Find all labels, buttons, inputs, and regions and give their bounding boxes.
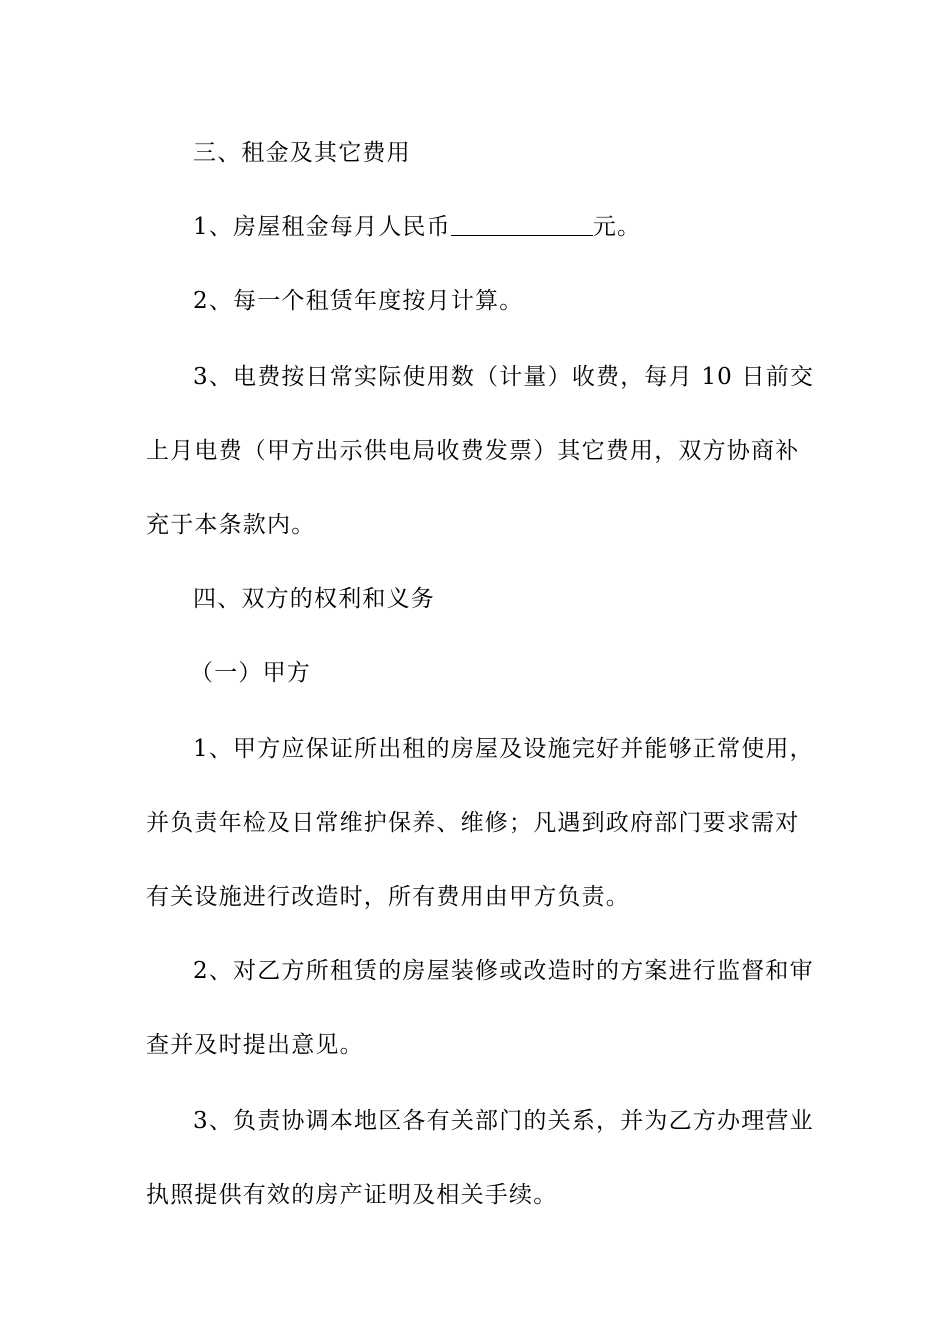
party-a-duty-2-line-1: 2、对乙方所租赁的房屋装修或改造时的方案进行监督和审 bbox=[193, 958, 814, 984]
section-3-heading: 三、租金及其它费用 bbox=[193, 140, 411, 166]
party-a-duty-1-line-1: 1、甲方应保证所出租的房屋及设施完好并能够正常使用， bbox=[193, 736, 814, 762]
rent-amount-blank bbox=[451, 213, 593, 236]
electricity-clause-line-2: 上月电费（甲方出示供电局收费发票）其它费用，双方协商补 bbox=[146, 438, 800, 464]
rent-clause bbox=[193, 212, 853, 242]
lease-year-clause: 2、每一个租赁年度按月计算。 bbox=[193, 288, 524, 314]
party-a-duty-3-line-2: 执照提供有效的房产证明及相关手续。 bbox=[146, 1182, 558, 1208]
section-4-heading: 四、双方的权利和义务 bbox=[193, 586, 435, 612]
party-a-heading: （一）甲方 bbox=[190, 660, 311, 686]
party-a-duty-1-line-3: 有关设施进行改造时，所有费用由甲方负责。 bbox=[146, 884, 630, 910]
electricity-clause-line-1: 3、电费按日常实际使用数（计量）收费，每月 10 日前交 bbox=[193, 364, 815, 390]
rent-clause-suffix: 元。 bbox=[592, 214, 642, 240]
party-a-duty-1-line-2: 并负责年检及日常维护保养、维修；凡遇到政府部门要求需对 bbox=[146, 810, 800, 836]
electricity-clause-line-3: 充于本条款内。 bbox=[146, 512, 316, 538]
party-a-duty-3-line-1: 3、负责协调本地区各有关部门的关系，并为乙方办理营业 bbox=[193, 1108, 814, 1134]
rent-clause-prefix: 1、房屋租金每月人民币 bbox=[193, 214, 451, 240]
party-a-duty-2-line-2: 查并及时提出意见。 bbox=[146, 1032, 364, 1058]
